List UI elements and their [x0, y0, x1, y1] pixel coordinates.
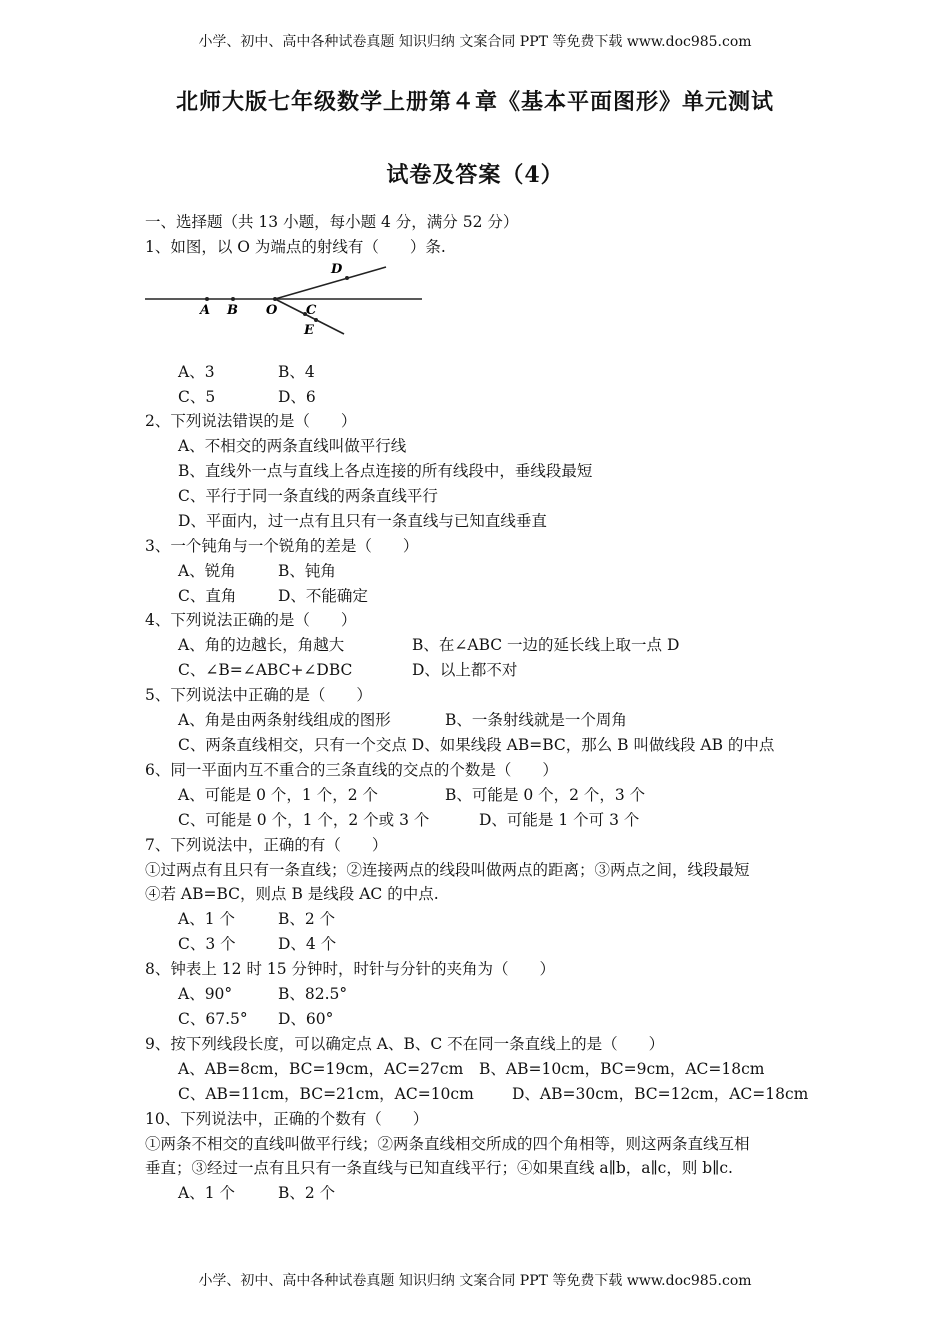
q8-stem: 8、钟表上 12 时 15 分钟时，时针与分针的夹角为（ ）: [145, 960, 556, 978]
q2-option-a: A、不相交的两条直线叫做平行线: [178, 437, 407, 455]
section-heading: 一、选择题（共 13 小题，每小题 4 分，满分 52 分）: [145, 213, 519, 231]
q10-statements-1: ①两条不相交的直线叫做平行线；②两条直线相交所成的四个角相等，则这两条直线互相: [145, 1135, 750, 1153]
q6-stem: 6、同一平面内互不重合的三条直线的交点的个数是（ ）: [145, 761, 558, 779]
q6-option-d: D、可能是 1 个可 3 个: [479, 811, 640, 829]
q9-option-a: A、AB=8cm，BC=19cm，AC=27cm: [178, 1060, 464, 1078]
label-e: E: [304, 323, 314, 338]
label-a: A: [200, 303, 211, 318]
q10-option-b: B、2 个: [278, 1184, 336, 1202]
q8-option-d: D、60°: [278, 1010, 334, 1028]
q4-option-c: C、∠B=∠ABC+∠DBC: [178, 661, 353, 679]
q5-stem: 5、下列说法中正确的是（ ）: [145, 686, 372, 704]
q4-stem: 4、下列说法正确的是（ ）: [145, 611, 357, 629]
q3-option-c: C、直角: [178, 587, 237, 605]
q4-option-b: B、在∠ABC 一边的延长线上取一点 D: [412, 636, 680, 654]
q1-option-c: C、5: [178, 388, 216, 406]
q6-option-b: B、可能是 0 个，2 个，3 个: [445, 786, 646, 804]
q10-option-a: A、1 个: [178, 1184, 235, 1202]
q5-option-a: A、角是由两条射线组成的图形: [178, 711, 391, 729]
q3-option-d: D、不能确定: [278, 587, 368, 605]
label-b: B: [227, 303, 238, 318]
q6-option-a: A、可能是 0 个，1 个，2 个: [178, 786, 378, 804]
q1-option-a: A、3: [178, 363, 215, 381]
q9-option-d: D、AB=30cm，BC=12cm，AC=18cm: [512, 1085, 809, 1103]
q2-option-b: B、直线外一点与直线上各点连接的所有线段中，垂线段最短: [178, 462, 593, 480]
page-footer: 小学、初中、高中各种试卷真题 知识归纳 文案合同 PPT 等免费下载 www.doc985.com: [198, 1273, 752, 1289]
q9-stem: 9、按下列线段长度，可以确定点 A、B、C 不在同一条直线上的是（ ）: [145, 1035, 665, 1053]
q9-option-c: C、AB=11cm，BC=21cm，AC=10cm: [178, 1085, 474, 1103]
q2-option-c: C、平行于同一条直线的两条直线平行: [178, 487, 438, 505]
q1-option-d: D、6: [278, 388, 316, 406]
label-d: D: [331, 262, 343, 277]
q4-option-a: A、角的边越长，角越大: [178, 636, 345, 654]
q8-option-a: A、90°: [178, 985, 233, 1003]
doc-title-line1: 北师大版七年级数学上册第４章《基本平面图形》单元测试: [175, 89, 774, 115]
q4-option-d: D、以上都不对: [412, 661, 518, 679]
page-header: 小学、初中、高中各种试卷真题 知识归纳 文案合同 PPT 等免费下载 www.doc985.com: [198, 34, 752, 50]
label-o: O: [266, 303, 278, 318]
q1-figure: [140, 258, 430, 340]
q2-stem: 2、下列说法错误的是（ ）: [145, 412, 357, 430]
q7-statements-1: ①过两点有且只有一条直线；②连接两点的线段叫做两点的距离；③两点之间，线段最短: [145, 861, 750, 879]
q8-option-c: C、67.5°: [178, 1010, 248, 1028]
q7-option-c: C、3 个: [178, 935, 236, 953]
q8-option-b: B、82.5°: [278, 985, 348, 1003]
q7-option-d: D、4 个: [278, 935, 337, 953]
q7-statements-2: ④若 AB=BC，则点 B 是线段 AC 的中点.: [145, 885, 439, 903]
q9-option-b: B、AB=10cm，BC=9cm，AC=18cm: [479, 1060, 765, 1078]
q2-option-d: D、平面内，过一点有且只有一条直线与已知直线垂直: [178, 512, 547, 530]
label-c: C: [306, 303, 317, 318]
q7-stem: 7、下列说法中，正确的有（ ）: [145, 836, 388, 854]
q1-stem: 1、如图，以 O 为端点的射线有（ ）条.: [145, 238, 446, 256]
q1-option-b: B、4: [278, 363, 315, 381]
q3-stem: 3、一个钝角与一个锐角的差是（ ）: [145, 537, 419, 555]
doc-title-line2: 试卷及答案（4）: [386, 162, 564, 188]
q10-stem: 10、下列说法中，正确的个数有（ ）: [145, 1110, 429, 1128]
q3-option-b: B、钝角: [278, 562, 336, 580]
q5-option-cd: C、两条直线相交，只有一个交点 D、如果线段 AB=BC，那么 B 叫做线段 AB 的中点: [178, 736, 775, 754]
q5-option-b: B、一条射线就是一个周角: [445, 711, 627, 729]
q7-option-a: A、1 个: [178, 910, 235, 928]
q3-option-a: A、锐角: [178, 562, 236, 580]
q7-option-b: B、2 个: [278, 910, 336, 928]
q10-statements-2: 垂直；③经过一点有且只有一条直线与已知直线平行；④如果直线 a∥b，a∥c，则 b∥c.: [145, 1159, 733, 1177]
q6-option-c: C、可能是 0 个，1 个，2 个或 3 个: [178, 811, 430, 829]
